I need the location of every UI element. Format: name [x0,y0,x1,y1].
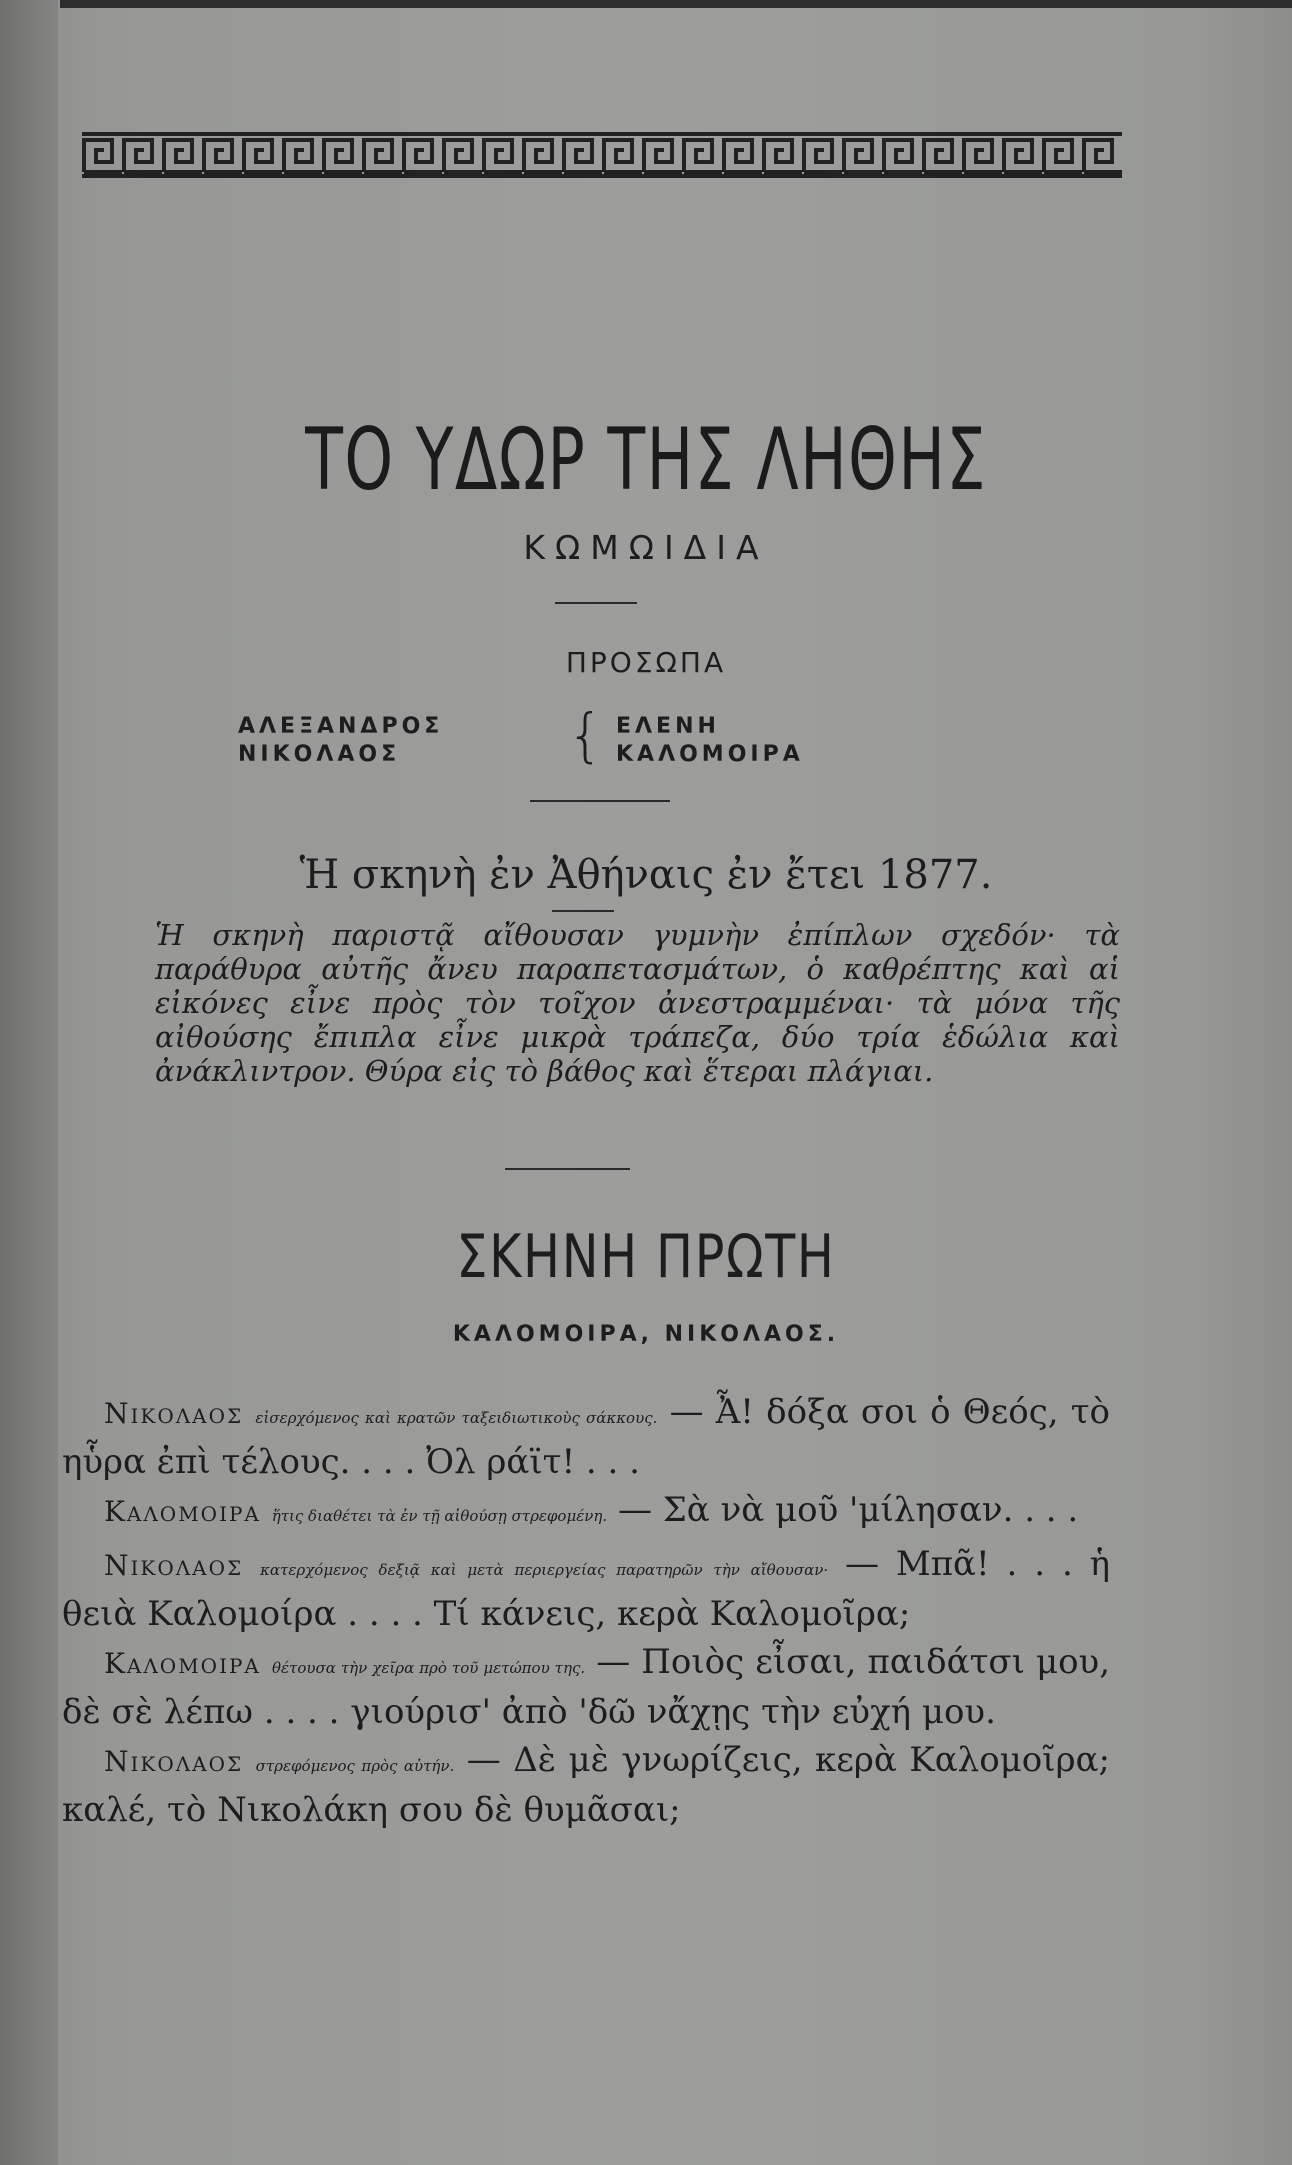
stage-direction: θέτουσα τὴν χεῖρα πρὸ τοῦ μετώπου της. [271,1659,586,1677]
speech: — Σὰ νὰ μοῦ 'μίλησαν. . . . [617,1490,1079,1530]
speech: — Μπᾶ! . . . ἡ θειὰ Καλομοίρα . . . . Τί κάνεις, κερὰ Καλομοῖρα; [62,1544,1110,1634]
dialogue [62,1390,1110,1836]
divider [530,800,670,802]
dialogue-line [62,1640,1110,1734]
dialogue-line [62,1488,1110,1538]
speech: — Ἆ! δόξα σοι ὁ Θεός, τὸ ηὗρα ἐπὶ τέλους. . . . Ὀλ ράϊτ! . . . [62,1392,1111,1482]
cast-name: ΕΛΕΝΗ [616,714,720,739]
cast-name: ΑΛΕΞΑΝΔΡΟΣ [238,714,444,739]
cast-name: ΝΙΚΟΛΑΟΣ [238,742,401,767]
cast-heading: ΠΡΟΣΩΠΑ [565,646,727,679]
stage-description [155,918,1120,1088]
dialogue-line [62,1542,1110,1636]
genre-subtitle: ΚΩΜΩΙΔΙΑ [523,528,769,567]
speaker: Καλομοιρα [104,1495,261,1528]
dialogue-line [62,1390,1110,1484]
stage-direction: ἥτις διαθέτει τὰ ἐν τῇ αἰθούσῃ στρεφομένη. [271,1507,608,1525]
stage-direction: στρεφόμενος πρὸς αὐτήν. [255,1757,455,1775]
speech: — Ποιὸς εἶσαι, παιδάτσι μου, δὲ σὲ λέπω . . . . γιούρισ' ἀπὸ 'δῶ νἄχῃς τὴν εὐχή μου. [62,1642,1111,1732]
play-title: ΤΟ ΥΔΩΡ ΤΗΣ ΛΗΘΗΣ [305,410,987,510]
dialogue-line [62,1738,1110,1832]
stage-direction: κατερχόμενος δεξιᾷ καὶ μετὰ περιεργείας παρατηρῶν τὴν αἴθουσαν· [260,1561,829,1579]
divider [555,602,637,604]
setting-line: Ἡ σκηνὴ ἐν Ἀθήναις ἐν ἔτει 1877. [299,852,993,898]
speech: — Δὲ μὲ γνωρίζεις, κερὰ Καλομοῖρα; καλέ, τὸ Νικολάκη σου δὲ θυμᾶσαι; [62,1740,1110,1830]
speaker: Νικολαος [104,1397,244,1430]
greek-key-border-ornament [82,132,1122,178]
scene-heading: ΣΚΗΝΗ ΠΡΩΤΗ [456,1222,836,1292]
divider [552,910,614,912]
cast-brace: { [567,701,604,769]
speaker: Καλομοιρα [104,1647,261,1680]
scan-left-edge [0,0,58,2165]
speaker: Νικολαος [104,1549,244,1582]
scene-characters: ΚΑΛΟΜΟΙΡΑ, ΝΙΚΟΛΑΟΣ. [452,1322,840,1347]
divider [505,1168,630,1170]
stage-description-text: Ἡ σκηνὴ παριστᾷ αἴθουσαν γυμνὴν ἐπίπλων σχεδόν· τὰ παράθυρα αὐτῆς ἄνευ παραπετασμάτων, ὁ καθρέπτης καὶ αἱ εἰκόνες εἶνε πρὸς τὸν τοῖχον ἀνεστραμμέναι· τὰ μόνα τῆς αἰθούσης ἔπιπλα εἶνε μικρὰ τράπεζα, δύο τρία ἑδώλια καὶ ἀνάκλιντρον. Θύρα εἰς τὸ βάθος καὶ ἕτεραι πλάγιαι. [155,918,1120,1088]
stage-direction: εἰσερχόμενος καὶ κρατῶν ταξειδιωτικοὺς σάκκους. [255,1409,658,1427]
cast-name: ΚΑΛΟΜΟΙΡΑ [616,742,804,767]
speaker: Νικολαος [104,1745,244,1778]
scan-top-edge [60,0,1292,8]
